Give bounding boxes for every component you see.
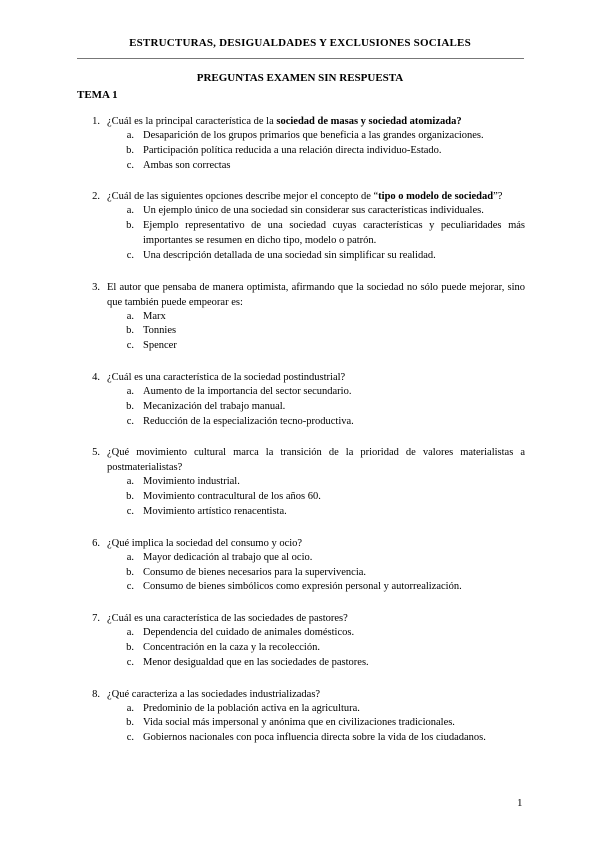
- option-text: Ambas son correctas: [143, 159, 231, 171]
- answer-option: [114, 204, 525, 219]
- option-text: Reducción de la especialización tecno-productiva.: [143, 415, 354, 427]
- option-text: Gobiernos nacionales con poca influencia directa sobre la vida de los ciudadanos.: [143, 732, 486, 744]
- answer-option: [114, 144, 525, 159]
- answer-option: [114, 400, 525, 415]
- question-number: 7.: [92, 613, 100, 625]
- header-rule: [77, 58, 524, 59]
- question-number: 8.: [92, 688, 100, 700]
- question-text-pre: ¿Qué implica la sociedad del consumo y ocio?: [107, 537, 303, 549]
- answer-option: [114, 505, 525, 520]
- option-text: Spencer: [143, 340, 177, 352]
- question-item: [77, 687, 525, 746]
- question-item: [77, 114, 525, 173]
- option-letter: a.: [126, 310, 134, 322]
- answer-options: [114, 475, 525, 519]
- question-text: [107, 189, 525, 204]
- option-text: Consumo de bienes simbólicos como expresión personal y autorrealización.: [143, 581, 462, 593]
- option-letter: c.: [126, 159, 134, 171]
- option-text: Movimiento industrial.: [143, 476, 240, 488]
- option-letter: a.: [126, 130, 134, 141]
- question-text: [107, 445, 525, 475]
- option-letter: b.: [126, 641, 134, 653]
- answer-option: [114, 219, 525, 249]
- option-text: Vida social más impersonal y anónima que en civilizaciones tradicionales.: [143, 717, 455, 729]
- option-text: Desaparición de los grupos primarios que beneficia a las grandes organizaciones.: [143, 130, 484, 141]
- answer-option: [114, 339, 525, 354]
- option-text: Consumo de bienes necesarios para la supervivencia.: [143, 566, 367, 578]
- option-letter: a.: [126, 702, 134, 714]
- option-text: Menor desigualdad que en las sociedades de pastores.: [143, 656, 369, 668]
- answer-option: [114, 490, 525, 505]
- answer-options: [114, 551, 525, 595]
- option-letter: a.: [126, 627, 134, 639]
- answer-option: [114, 716, 525, 731]
- question-text-pre: El autor que pensaba de manera optimista, afirmando que la sociedad no sólo puede mejorar, sino que también puede empeorar es:: [107, 281, 525, 308]
- option-text: Dependencia del cuidado de animales domésticos.: [143, 627, 355, 639]
- answer-option: [114, 626, 525, 641]
- answer-option: [114, 324, 525, 339]
- option-text: Concentración en la caza y la recolección.: [143, 641, 320, 653]
- question-text: [107, 280, 525, 310]
- option-letter: a.: [126, 476, 134, 488]
- answer-option: [114, 385, 525, 400]
- answer-options: [114, 702, 525, 746]
- option-letter: c.: [126, 656, 134, 668]
- option-letter: a.: [126, 385, 134, 397]
- answer-options: [114, 310, 525, 354]
- question-number: 2.: [92, 191, 100, 203]
- answer-option: [114, 475, 525, 490]
- question-text-pre: ¿Cuál es una característica de las sociedades de pastores?: [107, 613, 348, 625]
- option-letter: c.: [126, 249, 134, 261]
- option-letter: c.: [126, 415, 134, 427]
- answer-option: [114, 702, 525, 717]
- option-text: Predominio de la población activa en la agricultura.: [143, 702, 360, 714]
- answer-option: [114, 415, 525, 430]
- answer-option: [114, 129, 525, 144]
- question-number: 4.: [92, 371, 100, 383]
- answer-option: [114, 551, 525, 566]
- page-number: 1: [517, 797, 523, 809]
- question-item: [77, 370, 525, 429]
- answer-option: [114, 249, 525, 264]
- answer-option: [114, 566, 525, 581]
- option-letter: b.: [126, 220, 134, 232]
- question-text: [107, 536, 525, 551]
- answer-option: [114, 641, 525, 656]
- option-text: Mecanización del trabajo manual.: [143, 400, 286, 412]
- question-item: [77, 536, 525, 595]
- option-text: Marx: [143, 310, 166, 322]
- question-text: [107, 370, 525, 385]
- question-text: [107, 687, 525, 702]
- option-letter: b.: [126, 717, 134, 729]
- question-text: [107, 114, 525, 129]
- option-text: Aumento de la importancia del sector secundario.: [143, 385, 352, 397]
- question-number: 6.: [92, 537, 100, 549]
- option-letter: b.: [126, 144, 134, 156]
- question-item: [77, 611, 525, 670]
- option-letter: b.: [126, 491, 134, 503]
- answer-option: [114, 656, 525, 671]
- option-text: Ejemplo representativo de una sociedad cuyas características y peculiaridades más importantes se resumen en dicho tipo, modelo o patrón.: [143, 220, 525, 246]
- section-title: TEMA 1: [77, 89, 118, 101]
- answer-options: [114, 626, 525, 670]
- question-number: 1.: [92, 116, 100, 127]
- answer-options: [114, 385, 525, 429]
- question-number: 5.: [92, 447, 100, 459]
- answer-option: [114, 580, 525, 595]
- question-text-pre: ¿Cuál de las siguientes opciones describe mejor el concepto de “: [107, 191, 379, 203]
- question-item: [77, 445, 525, 519]
- question-text-pre: ¿Cuál es la principal característica de la: [107, 116, 277, 127]
- question-item: [77, 189, 525, 263]
- document-header: ESTRUCTURAS, DESIGUALDADES Y EXCLUSIONES SOCIALES: [129, 37, 471, 49]
- question-number: 3.: [92, 281, 100, 293]
- option-letter: c.: [126, 505, 134, 517]
- question-text-pre: ¿Cuál es una característica de la sociedad postindustrial?: [107, 371, 346, 383]
- question-item: [77, 280, 525, 354]
- option-letter: b.: [126, 566, 134, 578]
- document-subtitle: PREGUNTAS EXAMEN SIN RESPUESTA: [196, 72, 404, 84]
- question-text-bold: sociedad de masas y sociedad atomizada?: [276, 116, 462, 127]
- option-letter: c.: [126, 581, 134, 593]
- answer-option: [114, 731, 525, 746]
- option-text: Un ejemplo único de una sociedad sin considerar sus características individuales.: [143, 205, 484, 217]
- option-letter: b.: [126, 325, 134, 337]
- option-letter: c.: [126, 732, 134, 744]
- option-letter: a.: [126, 551, 134, 563]
- question-list: [77, 114, 525, 762]
- question-text-pre: ¿Qué movimiento cultural marca la transición de la prioridad de valores materialistas a postmaterialistas?: [107, 447, 525, 474]
- option-text: Movimiento contracultural de los años 60.: [143, 491, 321, 503]
- option-text: Movimiento artístico renacentista.: [143, 505, 287, 517]
- option-letter: c.: [126, 340, 134, 352]
- option-text: Una descripción detallada de una sociedad sin simplificar su realidad.: [143, 249, 436, 261]
- option-text: Participación política reducida a una relación directa individuo-Estado.: [143, 144, 442, 156]
- option-letter: a.: [126, 205, 134, 217]
- answer-options: [114, 129, 525, 173]
- question-text: [107, 611, 525, 626]
- option-text: Tonnies: [143, 325, 177, 337]
- question-text-pre: ¿Qué caracteriza a las sociedades industrializadas?: [107, 688, 321, 700]
- option-letter: b.: [126, 400, 134, 412]
- question-text-bold: tipo o modelo de sociedad: [378, 191, 494, 203]
- answer-option: [114, 159, 525, 174]
- answer-options: [114, 204, 525, 263]
- option-text: Mayor dedicación al trabajo que al ocio.: [143, 551, 313, 563]
- answer-option: [114, 310, 525, 325]
- question-text-post: ”?: [493, 191, 503, 203]
